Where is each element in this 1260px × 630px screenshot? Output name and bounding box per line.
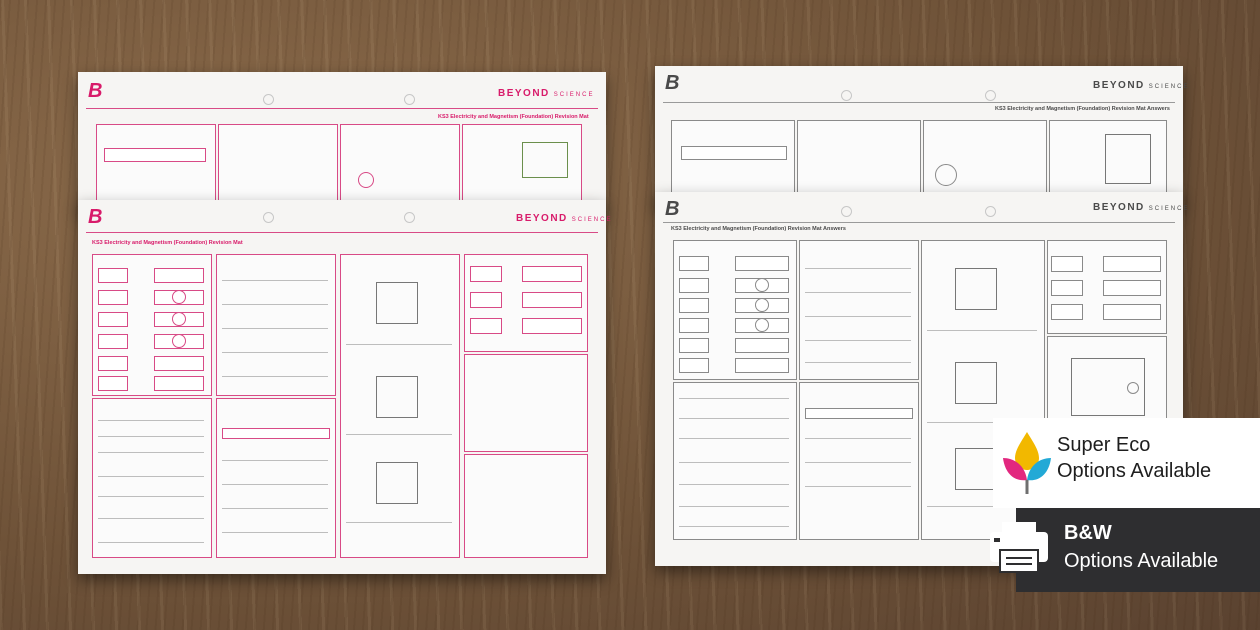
answer-line — [222, 532, 328, 533]
symbol-card — [735, 358, 789, 373]
voltmeter-symbol — [755, 318, 769, 332]
term-card — [98, 268, 128, 283]
circuit-diagram — [376, 282, 418, 324]
question-box — [673, 382, 797, 540]
sheet-left-front — [78, 200, 613, 574]
brand-logo: B — [88, 80, 103, 102]
answer-line — [98, 476, 204, 477]
circuit-diagram — [1105, 134, 1151, 184]
term-card — [470, 266, 502, 282]
answer-line — [805, 462, 911, 463]
term-card — [679, 298, 709, 313]
circuit-diagram — [376, 376, 418, 418]
question-box — [799, 240, 919, 380]
sheet-title: KS3 Electricity and Magnetism (Foundation) Revision Mat Answers — [671, 226, 846, 232]
sheet-right-back — [655, 66, 1190, 206]
brand-name: BEYOND SCIENCE — [516, 213, 613, 224]
term-card — [98, 290, 128, 305]
question-box — [218, 124, 338, 206]
voltmeter-symbol — [172, 334, 186, 348]
sheet-left-back — [78, 72, 606, 212]
question-box — [464, 454, 588, 558]
word-bank — [805, 408, 913, 419]
question-box — [216, 398, 336, 558]
definition-card — [522, 318, 582, 334]
punch-hole — [841, 206, 852, 217]
question-box — [797, 120, 921, 202]
answer-line — [98, 436, 204, 437]
punch-hole — [985, 206, 996, 217]
symbol-card — [154, 356, 204, 371]
answer-line — [98, 518, 204, 519]
question-box — [340, 124, 460, 206]
answer-line — [98, 496, 204, 497]
answer-line — [222, 280, 328, 281]
circuit-diagram — [522, 142, 568, 178]
answer-line — [98, 452, 204, 453]
answer-line — [805, 316, 911, 317]
answer-line — [222, 460, 328, 461]
question-box — [799, 382, 919, 540]
answer-line — [805, 362, 911, 363]
term-card — [470, 292, 502, 308]
term-card — [98, 356, 128, 371]
definition-card — [522, 292, 582, 308]
term-card — [679, 278, 709, 293]
printer-icon — [984, 518, 1054, 578]
term-card — [98, 312, 128, 327]
question-box — [92, 398, 212, 558]
circuit-diagram — [955, 448, 997, 490]
diagram-circle — [358, 172, 374, 188]
answer-line — [679, 418, 789, 419]
question-box — [923, 120, 1047, 202]
answer-line — [222, 376, 328, 377]
symbol-card — [154, 268, 204, 283]
super-eco-badge — [993, 418, 1260, 508]
diagram-circle — [935, 164, 957, 186]
term-card — [679, 256, 709, 271]
circuit-diagram — [955, 268, 997, 310]
answer-line — [679, 526, 789, 527]
answer-line — [805, 486, 911, 487]
punch-hole — [263, 94, 274, 105]
brand-logo: B — [88, 206, 103, 228]
answer-line — [679, 438, 789, 439]
bw-line-2: Options Available — [1064, 550, 1219, 572]
term-card — [98, 376, 128, 391]
punch-hole — [263, 212, 274, 223]
circuit-diagram — [376, 462, 418, 504]
term-card — [470, 318, 502, 334]
lamp-symbol — [172, 312, 186, 326]
answer-line — [222, 508, 328, 509]
header-rule — [663, 222, 1175, 223]
question-box — [671, 120, 795, 202]
answer-line — [346, 522, 452, 523]
question-box — [96, 124, 216, 206]
ink-drops-icon — [997, 428, 1057, 498]
definition-card — [1103, 280, 1161, 296]
ammeter-symbol — [755, 278, 769, 292]
answer-line — [98, 542, 204, 543]
term-card — [679, 338, 709, 353]
symbol-card — [735, 256, 789, 271]
symbol-card — [154, 376, 204, 391]
bw-badge — [1016, 508, 1260, 592]
circuit-diagram — [955, 362, 997, 404]
term-card — [1051, 256, 1083, 272]
header-rule — [86, 108, 598, 109]
question-box — [464, 354, 588, 452]
header-rule — [86, 232, 598, 233]
answer-line — [805, 292, 911, 293]
brand-logo: B — [665, 72, 680, 94]
answer-line — [98, 420, 204, 421]
header-rule — [663, 102, 1175, 103]
punch-hole — [985, 90, 996, 101]
question-box — [216, 254, 336, 396]
brand-name: BEYOND SCIENCE — [1093, 80, 1190, 91]
term-card — [679, 358, 709, 373]
sheet-title: KS3 Electricity and Magnetism (Foundation) Revision Mat — [92, 240, 243, 246]
definition-card — [522, 266, 582, 282]
answer-line — [346, 344, 452, 345]
answer-line — [679, 506, 789, 507]
answer-line — [805, 340, 911, 341]
term-card — [98, 334, 128, 349]
answer-line — [222, 328, 328, 329]
brand-name: BEYOND SCIENCE — [1093, 202, 1190, 213]
answer-line — [805, 268, 911, 269]
punch-hole — [841, 90, 852, 101]
definition-card — [1103, 256, 1161, 272]
eco-line-1: Super Eco — [1057, 434, 1151, 456]
answer-line — [222, 484, 328, 485]
brand-logo: B — [665, 198, 680, 220]
word-bank — [222, 428, 330, 439]
brand-name: BEYOND SCIENCE — [498, 88, 595, 99]
bw-line-1: B&W — [1064, 522, 1112, 544]
answer-line — [927, 330, 1037, 331]
word-bank — [681, 146, 787, 160]
ammeter-symbol — [172, 290, 186, 304]
term-card — [1051, 280, 1083, 296]
punch-hole — [404, 94, 415, 105]
term-card — [104, 148, 206, 162]
answer-line — [346, 434, 452, 435]
answer-line — [679, 462, 789, 463]
symbol-card — [735, 338, 789, 353]
term-card — [679, 318, 709, 333]
sheet-title: KS3 Electricity and Magnetism (Foundation) Revision Mat Answers — [995, 106, 1170, 112]
definition-card — [1103, 304, 1161, 320]
sheet-title: KS3 Electricity and Magnetism (Foundation) Revision Mat — [438, 114, 589, 120]
ammeter-symbol — [1127, 382, 1139, 394]
answer-line — [805, 438, 911, 439]
eco-line-2: Options Available — [1057, 460, 1212, 482]
answer-line — [679, 484, 789, 485]
punch-hole — [404, 212, 415, 223]
answer-line — [222, 304, 328, 305]
lamp-symbol — [755, 298, 769, 312]
answer-line — [222, 352, 328, 353]
term-card — [1051, 304, 1083, 320]
answer-line — [679, 398, 789, 399]
